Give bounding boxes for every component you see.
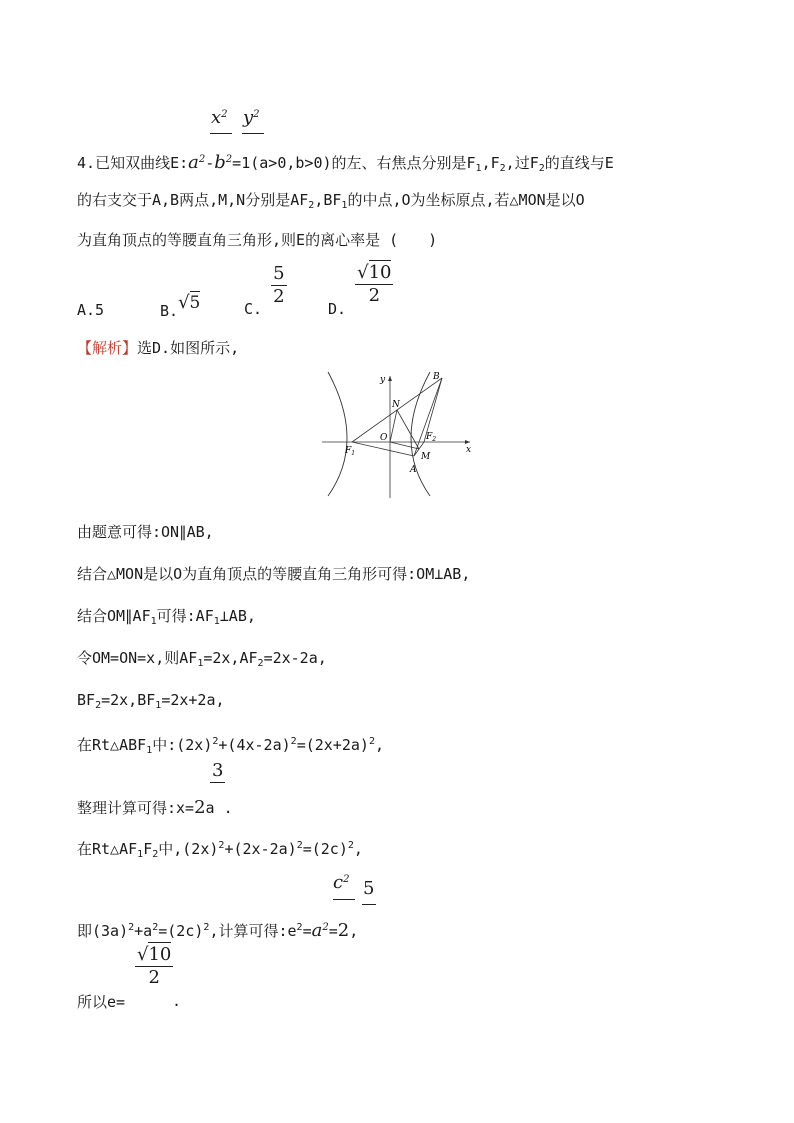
figure-svg <box>318 370 478 500</box>
solution-step-2: 结合△MON是以O为直角顶点的等腰直角三角形可得:OM⊥AB, <box>77 565 471 583</box>
line-A-B <box>414 378 442 456</box>
option-d: D. $\frac{√10}{2}$ <box>328 262 392 318</box>
solution-step-10: 所以e= <box>77 993 126 1011</box>
eq-fraction-2: $y^2$ <box>243 107 260 128</box>
eq-den-1: $a^2$ <box>188 152 206 173</box>
line-O-M <box>390 442 419 449</box>
solution-step-9: 即$(3a)^2+a^2=(2c)^2$,计算可得$:e^2=a^2=2$, <box>77 920 359 941</box>
step7-fraction: 3 <box>212 760 224 781</box>
solution-step-5: $BF_2=2x,BF_1=2x+2a$, <box>77 691 225 711</box>
solution-step-3: 结合$OM\parallel AF_1$可得$:AF_1\perp AB$, <box>77 607 256 627</box>
label-B: B <box>433 372 440 382</box>
step9-frac-num: $c^2$ <box>333 872 350 893</box>
x-axis-arrow <box>465 440 470 444</box>
solution-step-1: 由题意可得:ON∥AB, <box>77 523 214 541</box>
label-y: y <box>380 375 386 385</box>
problem-line-3: 为直角顶点的等腰直角三角形,则E的离心率是 ( ) <box>77 231 438 249</box>
solution-intro: 【解析】选D.如图所示, <box>77 339 240 357</box>
eq-fraction-1: $x^2$ <box>211 107 228 128</box>
solution-step-6: 在$Rt\triangle ABF_1$中$:(2x)^2+(4x-2a)^2=(2x+2a)^2$, <box>77 736 384 756</box>
problem-line-1: 4.已知双曲线$E:a^2-b^2=1(a>0,b>0)$的左、右焦点分别是$F_1,F_2$,过$F_2$的直线与E <box>77 152 614 174</box>
solution-step-8: 在$Rt\triangle AF_1F_2$中$,(2x)^2+(2x-2a)^2=(2c)^2$, <box>77 840 363 860</box>
eq-fraction-bars <box>210 133 232 134</box>
label-N: N <box>392 400 400 410</box>
hyperbola-figure <box>318 370 478 500</box>
line-O-N <box>390 410 397 442</box>
label-O: O <box>380 433 388 443</box>
label-x: x <box>466 445 472 455</box>
step10-end: . <box>172 992 182 1010</box>
step10-fraction: $\frac{√10}{2}$ <box>137 944 172 988</box>
label-F1: $F_1$ <box>345 446 356 457</box>
left-branch <box>328 372 347 496</box>
solution-tag: 【解析】 <box>77 339 138 357</box>
solution-step-7: 整理计算可得:x=2a . <box>77 797 233 818</box>
y-axis-arrow <box>388 376 392 381</box>
label-M: M <box>421 452 431 462</box>
problem-number: 4. <box>77 154 96 172</box>
option-b: B.√5 <box>160 292 201 320</box>
label-A: A <box>410 465 417 475</box>
option-a: A.5 <box>77 301 105 319</box>
line-N-M <box>397 410 419 449</box>
label-F2: $F_2$ <box>426 432 437 443</box>
problem-line-2: 的右支交于A,B两点,M,N分别是$AF_2,BF_1$的中点,O为坐标原点,若△MON是以O <box>77 191 585 211</box>
solution-step-4: 令OM=ON=x,则$AF_1=2x,AF_2=2x-2a$, <box>77 649 327 669</box>
line-F1-A <box>352 442 414 456</box>
option-c: C. $\frac{5}{2}$ <box>244 263 285 318</box>
step9-val-num: 5 <box>363 878 375 899</box>
options-row <box>77 300 104 320</box>
eq-den-2: $b^2$ <box>214 152 233 173</box>
